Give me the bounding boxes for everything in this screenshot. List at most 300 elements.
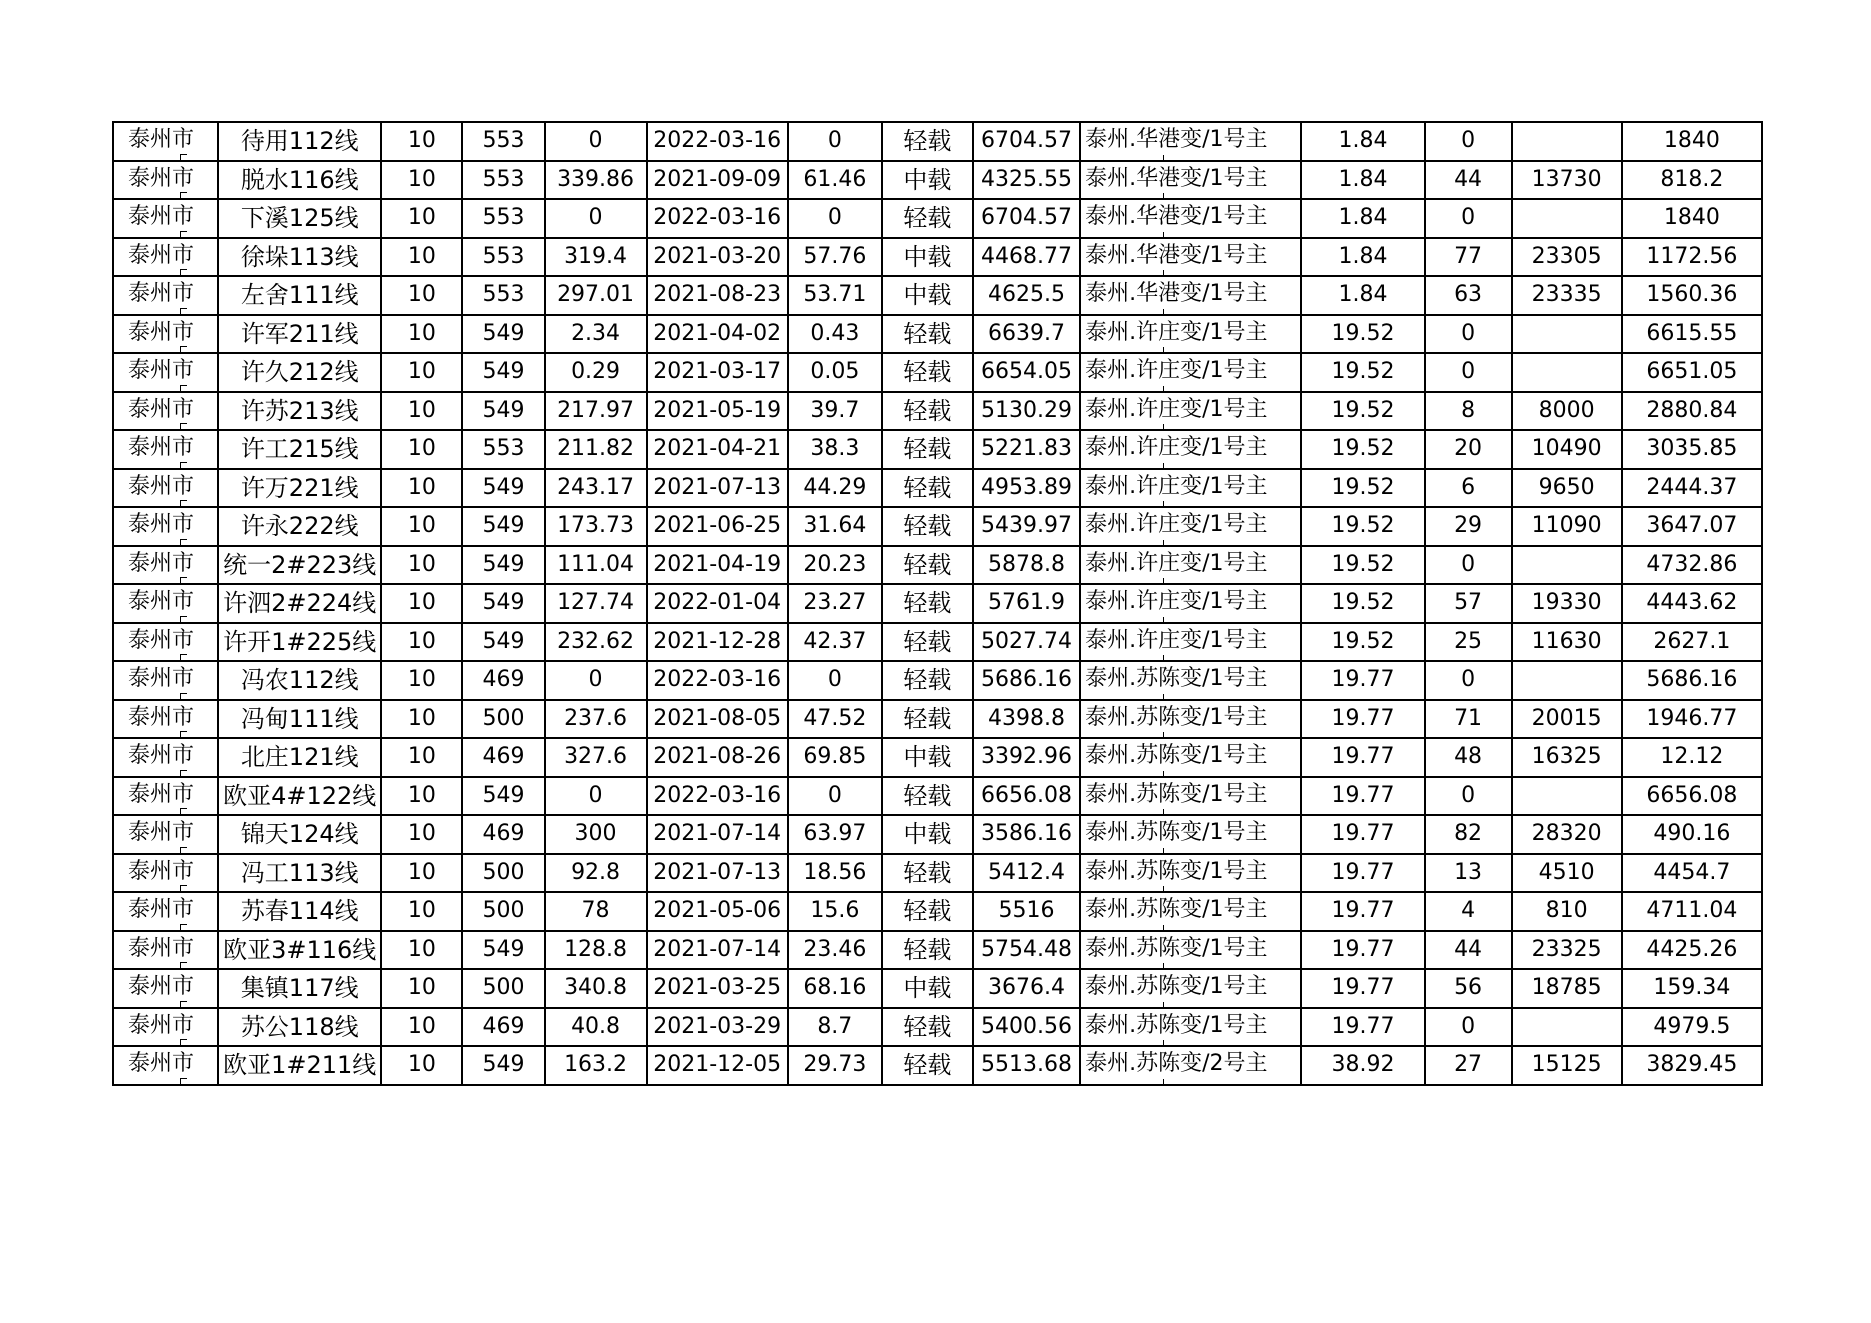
cell-substation: 泰州.华港变/1号主 (1080, 238, 1301, 277)
cell-city: 泰州市 (113, 507, 218, 546)
cell-peak_load: 217.97 (545, 392, 647, 431)
cell-load_rate: 57.76 (788, 238, 882, 277)
cell-line: 脱水116线 (218, 161, 381, 200)
cell-load_status: 中载 (882, 238, 973, 277)
cell-substation: 泰州.许庄变/1号主 (1080, 315, 1301, 354)
cell-sub_margin: 19.77 (1301, 969, 1424, 1008)
cell-sub_margin: 19.77 (1301, 1008, 1424, 1047)
cell-substation: 泰州.华港变/1号主 (1080, 276, 1301, 315)
cell-substation: 泰州.苏陈变/1号主 (1080, 892, 1301, 931)
cell-sub_margin: 19.52 (1301, 392, 1424, 431)
cell-substation: 泰州.苏陈变/1号主 (1080, 815, 1301, 854)
cell-city: 泰州市 (113, 777, 218, 816)
cell-peak_date: 2021-04-21 (647, 430, 788, 469)
table-row (113, 546, 1762, 585)
cell-load_status: 轻载 (882, 777, 973, 816)
table-row (113, 161, 1762, 200)
cell-sub_margin: 19.52 (1301, 623, 1424, 662)
cell-remaining: 5513.68 (973, 1046, 1080, 1085)
cell-users: 57 (1425, 584, 1512, 623)
cell-sub_margin: 1.84 (1301, 199, 1424, 238)
cell-substation: 泰州.苏陈变/1号主 (1080, 661, 1301, 700)
cell-voltage: 10 (381, 122, 462, 161)
cell-user_capacity (1512, 315, 1622, 354)
cell-load_status: 轻载 (882, 430, 973, 469)
cell-peak_load: 232.62 (545, 623, 647, 662)
table-row (113, 469, 1762, 508)
cell-remaining: 4625.5 (973, 276, 1080, 315)
table-row (113, 353, 1762, 392)
cell-user_capacity: 13730 (1512, 161, 1622, 200)
cell-capacity: 553 (462, 122, 544, 161)
cell-users: 25 (1425, 623, 1512, 662)
table-row (113, 122, 1762, 161)
cell-remaining: 3392.96 (973, 738, 1080, 777)
cell-sub_margin: 19.52 (1301, 546, 1424, 585)
cell-user_capacity: 15125 (1512, 1046, 1622, 1085)
cell-load_status: 中载 (882, 969, 973, 1008)
cell-line: 许永222线 (218, 507, 381, 546)
cell-load_rate: 0 (788, 661, 882, 700)
cell-users: 63 (1425, 276, 1512, 315)
cell-line: 冯甸111线 (218, 700, 381, 739)
cell-city: 泰州市 (113, 430, 218, 469)
cell-line: 集镇117线 (218, 969, 381, 1008)
table-row (113, 315, 1762, 354)
cell-peak_load: 211.82 (545, 430, 647, 469)
cell-sub_margin: 19.77 (1301, 700, 1424, 739)
cell-capacity: 500 (462, 892, 544, 931)
cell-substation: 泰州.苏陈变/1号主 (1080, 854, 1301, 893)
cell-voltage: 10 (381, 738, 462, 777)
cell-sub_margin: 19.52 (1301, 315, 1424, 354)
cell-city: 泰州市 (113, 161, 218, 200)
cell-load_rate: 23.46 (788, 931, 882, 970)
cell-sub_margin: 1.84 (1301, 122, 1424, 161)
cell-sub_margin: 38.92 (1301, 1046, 1424, 1085)
cell-voltage: 10 (381, 892, 462, 931)
cell-line: 许军211线 (218, 315, 381, 354)
cell-substation: 泰州.许庄变/1号主 (1080, 507, 1301, 546)
cell-load_rate: 29.73 (788, 1046, 882, 1085)
cell-city: 泰州市 (113, 700, 218, 739)
cell-remaining: 4953.89 (973, 469, 1080, 508)
cell-open_capacity: 818.2 (1622, 161, 1762, 200)
cell-load_rate: 63.97 (788, 815, 882, 854)
cell-city: 泰州市 (113, 238, 218, 277)
cell-load_status: 轻载 (882, 892, 973, 931)
cell-city: 泰州市 (113, 1008, 218, 1047)
cell-peak_load: 78 (545, 892, 647, 931)
cell-capacity: 549 (462, 469, 544, 508)
cell-open_capacity: 490.16 (1622, 815, 1762, 854)
cell-peak_load: 40.8 (545, 1008, 647, 1047)
cell-peak_date: 2021-04-02 (647, 315, 788, 354)
cell-load_rate: 44.29 (788, 469, 882, 508)
table-row (113, 931, 1762, 970)
cell-voltage: 10 (381, 392, 462, 431)
cell-remaining: 5754.48 (973, 931, 1080, 970)
cell-peak_date: 2021-03-20 (647, 238, 788, 277)
cell-line: 许苏213线 (218, 392, 381, 431)
cell-line: 欧亚1#211线 (218, 1046, 381, 1085)
cell-peak_date: 2022-03-16 (647, 661, 788, 700)
cell-city: 泰州市 (113, 892, 218, 931)
cell-peak_date: 2021-07-13 (647, 469, 788, 508)
cell-peak_load: 297.01 (545, 276, 647, 315)
table-row (113, 392, 1762, 431)
cell-capacity: 549 (462, 392, 544, 431)
cell-capacity: 469 (462, 661, 544, 700)
cell-substation: 泰州.许庄变/1号主 (1080, 546, 1301, 585)
cell-city: 泰州市 (113, 815, 218, 854)
cell-voltage: 10 (381, 661, 462, 700)
cell-load_rate: 47.52 (788, 700, 882, 739)
cell-substation: 泰州.华港变/1号主 (1080, 199, 1301, 238)
cell-capacity: 549 (462, 1046, 544, 1085)
cell-peak_load: 0.29 (545, 353, 647, 392)
cell-capacity: 549 (462, 931, 544, 970)
cell-peak_date: 2021-07-14 (647, 931, 788, 970)
cell-peak_load: 319.4 (545, 238, 647, 277)
cell-user_capacity (1512, 122, 1622, 161)
cell-sub_margin: 19.77 (1301, 815, 1424, 854)
cell-open_capacity: 3647.07 (1622, 507, 1762, 546)
cell-line: 左舍111线 (218, 276, 381, 315)
cell-load_rate: 20.23 (788, 546, 882, 585)
cell-remaining: 3586.16 (973, 815, 1080, 854)
cell-load_rate: 38.3 (788, 430, 882, 469)
cell-peak_load: 163.2 (545, 1046, 647, 1085)
cell-capacity: 549 (462, 507, 544, 546)
cell-line: 许开1#225线 (218, 623, 381, 662)
cell-substation: 泰州.许庄变/1号主 (1080, 430, 1301, 469)
cell-peak_load: 339.86 (545, 161, 647, 200)
cell-voltage: 10 (381, 238, 462, 277)
cell-user_capacity: 8000 (1512, 392, 1622, 431)
cell-users: 0 (1425, 315, 1512, 354)
cell-voltage: 10 (381, 161, 462, 200)
cell-capacity: 549 (462, 315, 544, 354)
cell-capacity: 500 (462, 969, 544, 1008)
cell-peak_load: 0 (545, 661, 647, 700)
table-row (113, 854, 1762, 893)
cell-open_capacity: 1172.56 (1622, 238, 1762, 277)
cell-substation: 泰州.许庄变/1号主 (1080, 623, 1301, 662)
cell-user_capacity (1512, 353, 1622, 392)
cell-sub_margin: 19.77 (1301, 931, 1424, 970)
cell-remaining: 5439.97 (973, 507, 1080, 546)
data-table (112, 121, 1763, 1086)
cell-capacity: 469 (462, 815, 544, 854)
cell-load_status: 轻载 (882, 661, 973, 700)
cell-load_rate: 53.71 (788, 276, 882, 315)
cell-user_capacity: 19330 (1512, 584, 1622, 623)
cell-load_status: 轻载 (882, 623, 973, 662)
cell-load_rate: 15.6 (788, 892, 882, 931)
cell-peak_date: 2021-04-19 (647, 546, 788, 585)
table-row (113, 238, 1762, 277)
cell-line: 下溪125线 (218, 199, 381, 238)
cell-line: 许泗2#224线 (218, 584, 381, 623)
cell-users: 71 (1425, 700, 1512, 739)
cell-voltage: 10 (381, 700, 462, 739)
cell-user_capacity: 4510 (1512, 854, 1622, 893)
cell-user_capacity (1512, 546, 1622, 585)
cell-sub_margin: 19.77 (1301, 738, 1424, 777)
cell-city: 泰州市 (113, 199, 218, 238)
cell-substation: 泰州.苏陈变/2号主 (1080, 1046, 1301, 1085)
cell-user_capacity: 9650 (1512, 469, 1622, 508)
cell-peak_load: 243.17 (545, 469, 647, 508)
cell-substation: 泰州.许庄变/1号主 (1080, 469, 1301, 508)
cell-capacity: 549 (462, 623, 544, 662)
cell-user_capacity: 23325 (1512, 931, 1622, 970)
cell-voltage: 10 (381, 931, 462, 970)
cell-load_status: 轻载 (882, 315, 973, 354)
cell-load_rate: 0 (788, 777, 882, 816)
cell-user_capacity: 23335 (1512, 276, 1622, 315)
cell-load_rate: 68.16 (788, 969, 882, 1008)
cell-load_status: 轻载 (882, 469, 973, 508)
cell-line: 冯农112线 (218, 661, 381, 700)
cell-load_status: 轻载 (882, 584, 973, 623)
cell-peak_date: 2021-12-05 (647, 1046, 788, 1085)
cell-load_status: 轻载 (882, 1008, 973, 1047)
cell-peak_date: 2021-08-05 (647, 700, 788, 739)
cell-load_status: 轻载 (882, 122, 973, 161)
cell-line: 许万221线 (218, 469, 381, 508)
cell-users: 82 (1425, 815, 1512, 854)
table-row (113, 661, 1762, 700)
cell-user_capacity: 11090 (1512, 507, 1622, 546)
cell-peak_date: 2021-07-13 (647, 854, 788, 893)
cell-load_status: 轻载 (882, 507, 973, 546)
cell-sub_margin: 19.52 (1301, 507, 1424, 546)
cell-open_capacity: 6651.05 (1622, 353, 1762, 392)
cell-user_capacity (1512, 1008, 1622, 1047)
cell-users: 0 (1425, 1008, 1512, 1047)
cell-open_capacity: 4979.5 (1622, 1008, 1762, 1047)
cell-city: 泰州市 (113, 1046, 218, 1085)
cell-remaining: 4398.8 (973, 700, 1080, 739)
cell-voltage: 10 (381, 1046, 462, 1085)
cell-capacity: 553 (462, 238, 544, 277)
cell-peak_date: 2021-06-25 (647, 507, 788, 546)
cell-peak_date: 2021-08-26 (647, 738, 788, 777)
cell-sub_margin: 1.84 (1301, 238, 1424, 277)
cell-voltage: 10 (381, 584, 462, 623)
cell-remaining: 4325.55 (973, 161, 1080, 200)
cell-remaining: 5516 (973, 892, 1080, 931)
cell-users: 0 (1425, 546, 1512, 585)
cell-substation: 泰州.华港变/1号主 (1080, 161, 1301, 200)
cell-substation: 泰州.许庄变/1号主 (1080, 392, 1301, 431)
cell-peak_load: 300 (545, 815, 647, 854)
cell-user_capacity: 10490 (1512, 430, 1622, 469)
table-row (113, 507, 1762, 546)
cell-users: 4 (1425, 892, 1512, 931)
cell-load_status: 轻载 (882, 700, 973, 739)
cell-load_status: 中载 (882, 161, 973, 200)
cell-line: 锦天124线 (218, 815, 381, 854)
cell-sub_margin: 19.52 (1301, 353, 1424, 392)
cell-peak_date: 2021-07-14 (647, 815, 788, 854)
cell-capacity: 549 (462, 546, 544, 585)
cell-sub_margin: 19.77 (1301, 661, 1424, 700)
cell-remaining: 6656.08 (973, 777, 1080, 816)
cell-users: 77 (1425, 238, 1512, 277)
cell-user_capacity (1512, 661, 1622, 700)
cell-peak_date: 2021-03-17 (647, 353, 788, 392)
cell-user_capacity: 28320 (1512, 815, 1622, 854)
cell-voltage: 10 (381, 199, 462, 238)
cell-open_capacity: 5686.16 (1622, 661, 1762, 700)
cell-peak_date: 2022-03-16 (647, 777, 788, 816)
cell-open_capacity: 12.12 (1622, 738, 1762, 777)
cell-open_capacity: 3035.85 (1622, 430, 1762, 469)
cell-voltage: 10 (381, 315, 462, 354)
cell-remaining: 5027.74 (973, 623, 1080, 662)
cell-peak_date: 2022-03-16 (647, 122, 788, 161)
cell-voltage: 10 (381, 623, 462, 662)
cell-open_capacity: 4732.86 (1622, 546, 1762, 585)
table-body (113, 122, 1762, 1085)
cell-peak_load: 127.74 (545, 584, 647, 623)
cell-load_status: 轻载 (882, 1046, 973, 1085)
cell-peak_date: 2021-12-28 (647, 623, 788, 662)
cell-peak_date: 2021-05-19 (647, 392, 788, 431)
cell-line: 北庄121线 (218, 738, 381, 777)
cell-peak_date: 2021-03-29 (647, 1008, 788, 1047)
table-row (113, 738, 1762, 777)
cell-line: 徐垛113线 (218, 238, 381, 277)
cell-voltage: 10 (381, 546, 462, 585)
cell-sub_margin: 19.77 (1301, 892, 1424, 931)
cell-remaining: 5686.16 (973, 661, 1080, 700)
cell-substation: 泰州.许庄变/1号主 (1080, 584, 1301, 623)
cell-voltage: 10 (381, 854, 462, 893)
cell-peak_load: 128.8 (545, 931, 647, 970)
cell-sub_margin: 1.84 (1301, 276, 1424, 315)
table-row (113, 969, 1762, 1008)
cell-city: 泰州市 (113, 122, 218, 161)
cell-voltage: 10 (381, 430, 462, 469)
cell-user_capacity: 20015 (1512, 700, 1622, 739)
cell-users: 0 (1425, 199, 1512, 238)
cell-voltage: 10 (381, 777, 462, 816)
table-row (113, 892, 1762, 931)
cell-remaining: 5400.56 (973, 1008, 1080, 1047)
cell-sub_margin: 19.77 (1301, 854, 1424, 893)
cell-peak_date: 2022-03-16 (647, 199, 788, 238)
cell-open_capacity: 1840 (1622, 199, 1762, 238)
cell-users: 6 (1425, 469, 1512, 508)
cell-peak_date: 2021-05-06 (647, 892, 788, 931)
cell-remaining: 3676.4 (973, 969, 1080, 1008)
cell-capacity: 549 (462, 777, 544, 816)
cell-city: 泰州市 (113, 623, 218, 662)
cell-open_capacity: 1840 (1622, 122, 1762, 161)
table-row (113, 700, 1762, 739)
cell-remaining: 6704.57 (973, 199, 1080, 238)
cell-users: 44 (1425, 161, 1512, 200)
cell-sub_margin: 19.52 (1301, 469, 1424, 508)
cell-users: 0 (1425, 777, 1512, 816)
cell-line: 冯工113线 (218, 854, 381, 893)
cell-open_capacity: 4454.7 (1622, 854, 1762, 893)
cell-line: 待用112线 (218, 122, 381, 161)
table-row (113, 1046, 1762, 1085)
cell-line: 苏公118线 (218, 1008, 381, 1047)
cell-city: 泰州市 (113, 276, 218, 315)
cell-peak_load: 237.6 (545, 700, 647, 739)
cell-user_capacity: 18785 (1512, 969, 1622, 1008)
cell-load_status: 轻载 (882, 353, 973, 392)
table-row (113, 199, 1762, 238)
cell-peak_load: 327.6 (545, 738, 647, 777)
cell-line: 欧亚4#122线 (218, 777, 381, 816)
cell-city: 泰州市 (113, 738, 218, 777)
cell-voltage: 10 (381, 507, 462, 546)
table-row (113, 777, 1762, 816)
cell-load_status: 轻载 (882, 392, 973, 431)
table-row (113, 584, 1762, 623)
cell-capacity: 469 (462, 1008, 544, 1047)
cell-peak_load: 0 (545, 199, 647, 238)
cell-line: 统一2#223线 (218, 546, 381, 585)
cell-users: 48 (1425, 738, 1512, 777)
cell-peak_date: 2022-01-04 (647, 584, 788, 623)
cell-open_capacity: 4443.62 (1622, 584, 1762, 623)
cell-voltage: 10 (381, 353, 462, 392)
cell-user_capacity (1512, 199, 1622, 238)
cell-capacity: 469 (462, 738, 544, 777)
cell-substation: 泰州.苏陈变/1号主 (1080, 738, 1301, 777)
cell-line: 欧亚3#116线 (218, 931, 381, 970)
table-row (113, 1008, 1762, 1047)
cell-load_rate: 69.85 (788, 738, 882, 777)
cell-voltage: 10 (381, 969, 462, 1008)
cell-peak_load: 173.73 (545, 507, 647, 546)
cell-peak_date: 2021-09-09 (647, 161, 788, 200)
cell-sub_margin: 1.84 (1301, 161, 1424, 200)
cell-load_status: 轻载 (882, 931, 973, 970)
cell-remaining: 4468.77 (973, 238, 1080, 277)
cell-users: 20 (1425, 430, 1512, 469)
cell-load_rate: 31.64 (788, 507, 882, 546)
cell-users: 0 (1425, 353, 1512, 392)
cell-open_capacity: 2444.37 (1622, 469, 1762, 508)
cell-city: 泰州市 (113, 546, 218, 585)
cell-load_rate: 23.27 (788, 584, 882, 623)
cell-city: 泰州市 (113, 353, 218, 392)
cell-load_rate: 61.46 (788, 161, 882, 200)
cell-users: 27 (1425, 1046, 1512, 1085)
cell-open_capacity: 1946.77 (1622, 700, 1762, 739)
cell-city: 泰州市 (113, 854, 218, 893)
cell-users: 29 (1425, 507, 1512, 546)
cell-remaining: 5412.4 (973, 854, 1080, 893)
cell-load_rate: 39.7 (788, 392, 882, 431)
cell-open_capacity: 1560.36 (1622, 276, 1762, 315)
cell-line: 苏春114线 (218, 892, 381, 931)
cell-user_capacity: 23305 (1512, 238, 1622, 277)
cell-voltage: 10 (381, 276, 462, 315)
table-row (113, 430, 1762, 469)
cell-city: 泰州市 (113, 315, 218, 354)
cell-open_capacity: 6656.08 (1622, 777, 1762, 816)
